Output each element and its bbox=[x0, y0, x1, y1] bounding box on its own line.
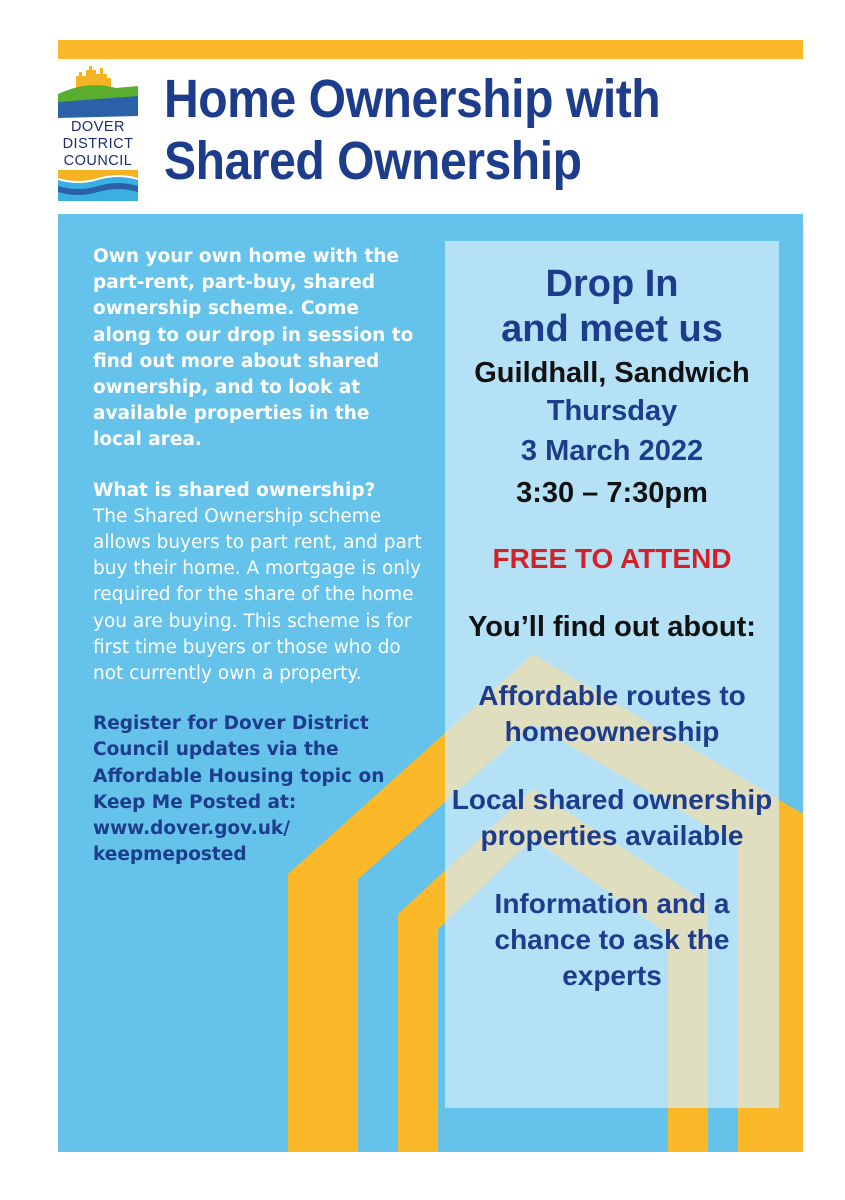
event-day: Thursday bbox=[546, 395, 678, 427]
feature-item: Affordable routes to homeownership bbox=[478, 680, 746, 747]
title-line-1: Home Ownership with bbox=[164, 69, 661, 129]
drop-in-heading-line-2: and meet us bbox=[501, 308, 723, 350]
find-out-heading: You’ll find out about: bbox=[468, 611, 756, 643]
top-accent-bar bbox=[58, 40, 803, 59]
register-text: Register for Dover District Council updates via the Affordable Housing topic on Keep Me Posted at: www.dover.gov.uk/ keepmeposted bbox=[93, 713, 385, 866]
feature-item: Local shared ownership properties available bbox=[451, 784, 773, 851]
event-date: 3 March 2022 bbox=[520, 435, 704, 467]
title-line-2: Shared Ownership bbox=[164, 131, 582, 191]
page-title bbox=[164, 68, 743, 192]
free-to-attend-label: FREE TO ATTEND bbox=[492, 543, 732, 574]
shared-ownership-heading: What is shared ownership? bbox=[93, 479, 376, 501]
feature-item: Information and a chance to ask the experts bbox=[494, 888, 730, 991]
drop-in-heading-line-1: Drop In bbox=[545, 263, 679, 305]
event-details-column bbox=[445, 262, 779, 994]
logo-text-council: COUNCIL bbox=[63, 153, 133, 169]
logo-text-dover: DOVER bbox=[70, 119, 126, 135]
intro-text: Own your own home with the part-rent, part-buy, shared ownership scheme. Come along to our drop in session to find out more about shared ownership, and to look at available properties in the local area. bbox=[93, 246, 414, 451]
logo-text-district: DISTRICT bbox=[62, 136, 134, 152]
event-venue: Guildhall, Sandwich bbox=[474, 357, 750, 389]
description-column bbox=[93, 244, 423, 868]
shared-ownership-description: The Shared Ownership scheme allows buyers to part rent, and part buy their home. A mortgage is only required for the share of the home you are buying. This scheme is for first time buyers or those who do not currently own a property. bbox=[93, 505, 422, 685]
dover-district-council-logo bbox=[58, 66, 138, 201]
event-time: 3:30 – 7:30pm bbox=[516, 477, 708, 509]
